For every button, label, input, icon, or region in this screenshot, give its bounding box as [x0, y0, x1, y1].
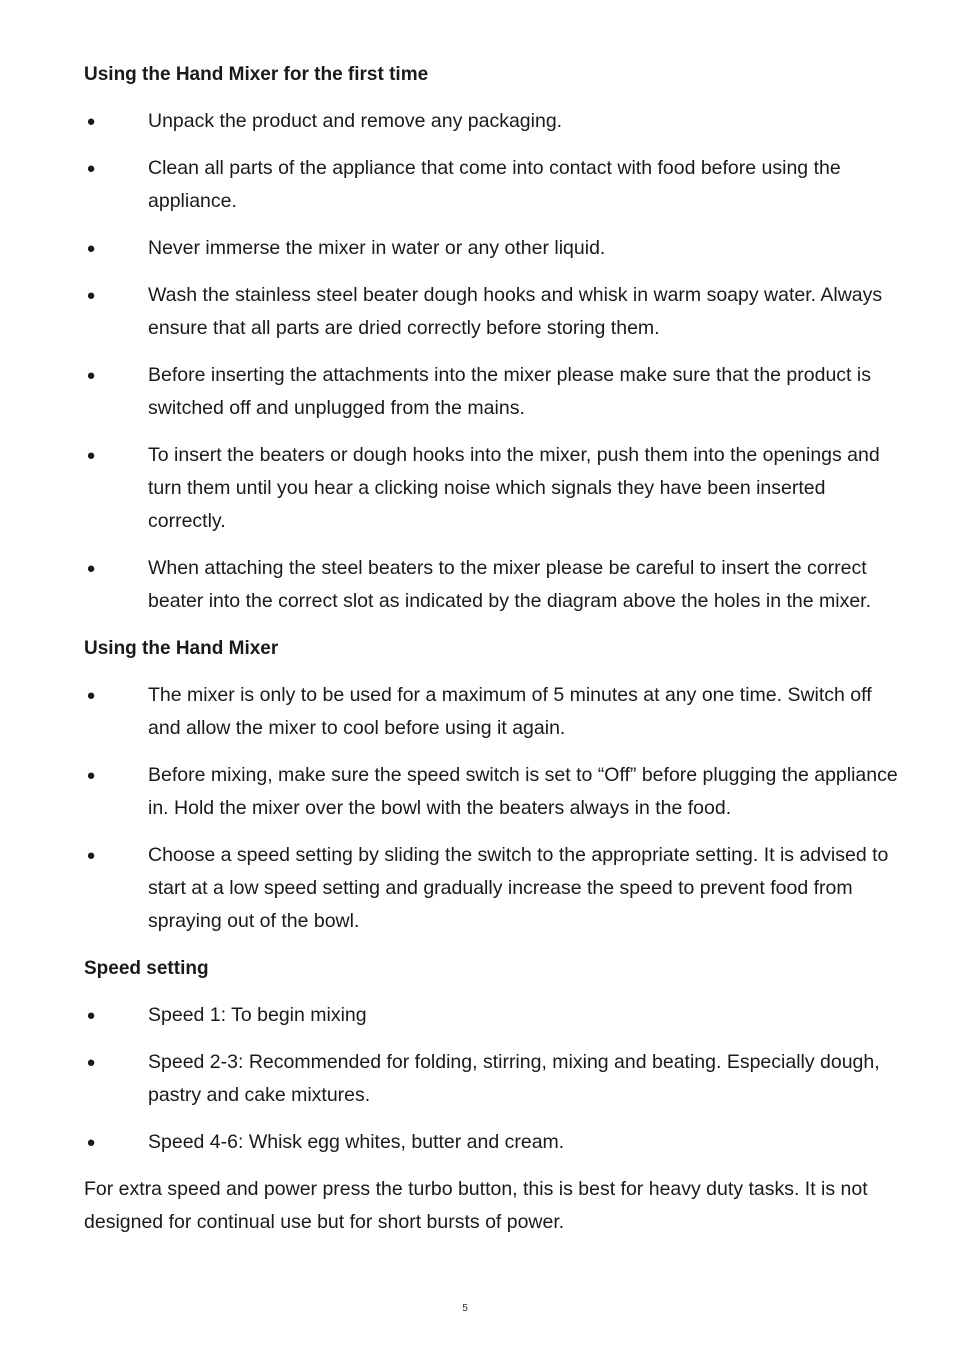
list-item: ● To insert the beaters or dough hooks into the mixer, push them into the openings and turn them until you hear a clicking noise which signals they have been inserted correctly. — [84, 439, 900, 538]
list-item: ● Clean all parts of the appliance that come into contact with food before using the appliance. — [84, 152, 900, 218]
bullet-icon: ● — [86, 367, 96, 384]
list-item: ● Speed 1: To begin mixing — [84, 999, 900, 1032]
document-page — [84, 58, 900, 1239]
list-item: ● Speed 2-3: Recommended for folding, stirring, mixing and beating. Especially dough, pastry and cake mixtures. — [84, 1046, 900, 1112]
section-heading-first-time: Using the Hand Mixer for the first time — [84, 64, 429, 85]
list-item: ● The mixer is only to be used for a maximum of 5 minutes at any one time. Switch off and allow the mixer to cool before using it again. — [84, 679, 900, 745]
section-heading-using: Using the Hand Mixer — [84, 638, 279, 659]
speed-list — [84, 999, 900, 1159]
bullet-icon: ● — [86, 160, 96, 177]
page-number: 5 — [462, 1303, 468, 1314]
first-time-list — [84, 105, 900, 618]
bullet-icon: ● — [86, 240, 96, 257]
bullet-icon: ● — [86, 1054, 96, 1071]
section-heading-speed: Speed setting — [84, 958, 209, 979]
bullet-icon: ● — [86, 287, 96, 304]
bullet-icon: ● — [86, 687, 96, 704]
list-item: ● Speed 4-6: Whisk egg whites, butter and cream. — [84, 1126, 900, 1159]
bullet-icon: ● — [86, 767, 96, 784]
list-item: ● Before mixing, make sure the speed switch is set to “Off” before plugging the appliance in. Hold the mixer over the bowl with the beaters always in the food. — [84, 759, 900, 825]
list-item: ● Choose a speed setting by sliding the switch to the appropriate setting. It is advised to start at a low speed setting and gradually increase the speed to prevent food from spraying out of the bowl. — [84, 839, 900, 938]
using-list — [84, 679, 900, 938]
bullet-icon: ● — [86, 113, 96, 130]
list-item: ● Wash the stainless steel beater dough hooks and whisk in warm soapy water. Always ensure that all parts are dried correctly before storing them. — [84, 279, 900, 345]
bullet-icon: ● — [86, 1134, 96, 1151]
list-item: ● When attaching the steel beaters to the mixer please be careful to insert the correct beater into the correct slot as indicated by the diagram above the holes in the mixer. — [84, 552, 900, 618]
list-item: ● Never immerse the mixer in water or any other liquid. — [84, 232, 900, 265]
list-item: ● Unpack the product and remove any packaging. — [84, 105, 900, 138]
bullet-icon: ● — [86, 847, 96, 864]
bullet-icon: ● — [86, 560, 96, 577]
list-item: ● Before inserting the attachments into the mixer please make sure that the product is switched off and unplugged from the mains. — [84, 359, 900, 425]
bullet-icon: ● — [86, 447, 96, 464]
closing-paragraph: For extra speed and power press the turbo button, this is best for heavy duty tasks. It is not designed for continual use but for short bursts of power. — [84, 1178, 868, 1233]
bullet-icon: ● — [86, 1007, 96, 1024]
